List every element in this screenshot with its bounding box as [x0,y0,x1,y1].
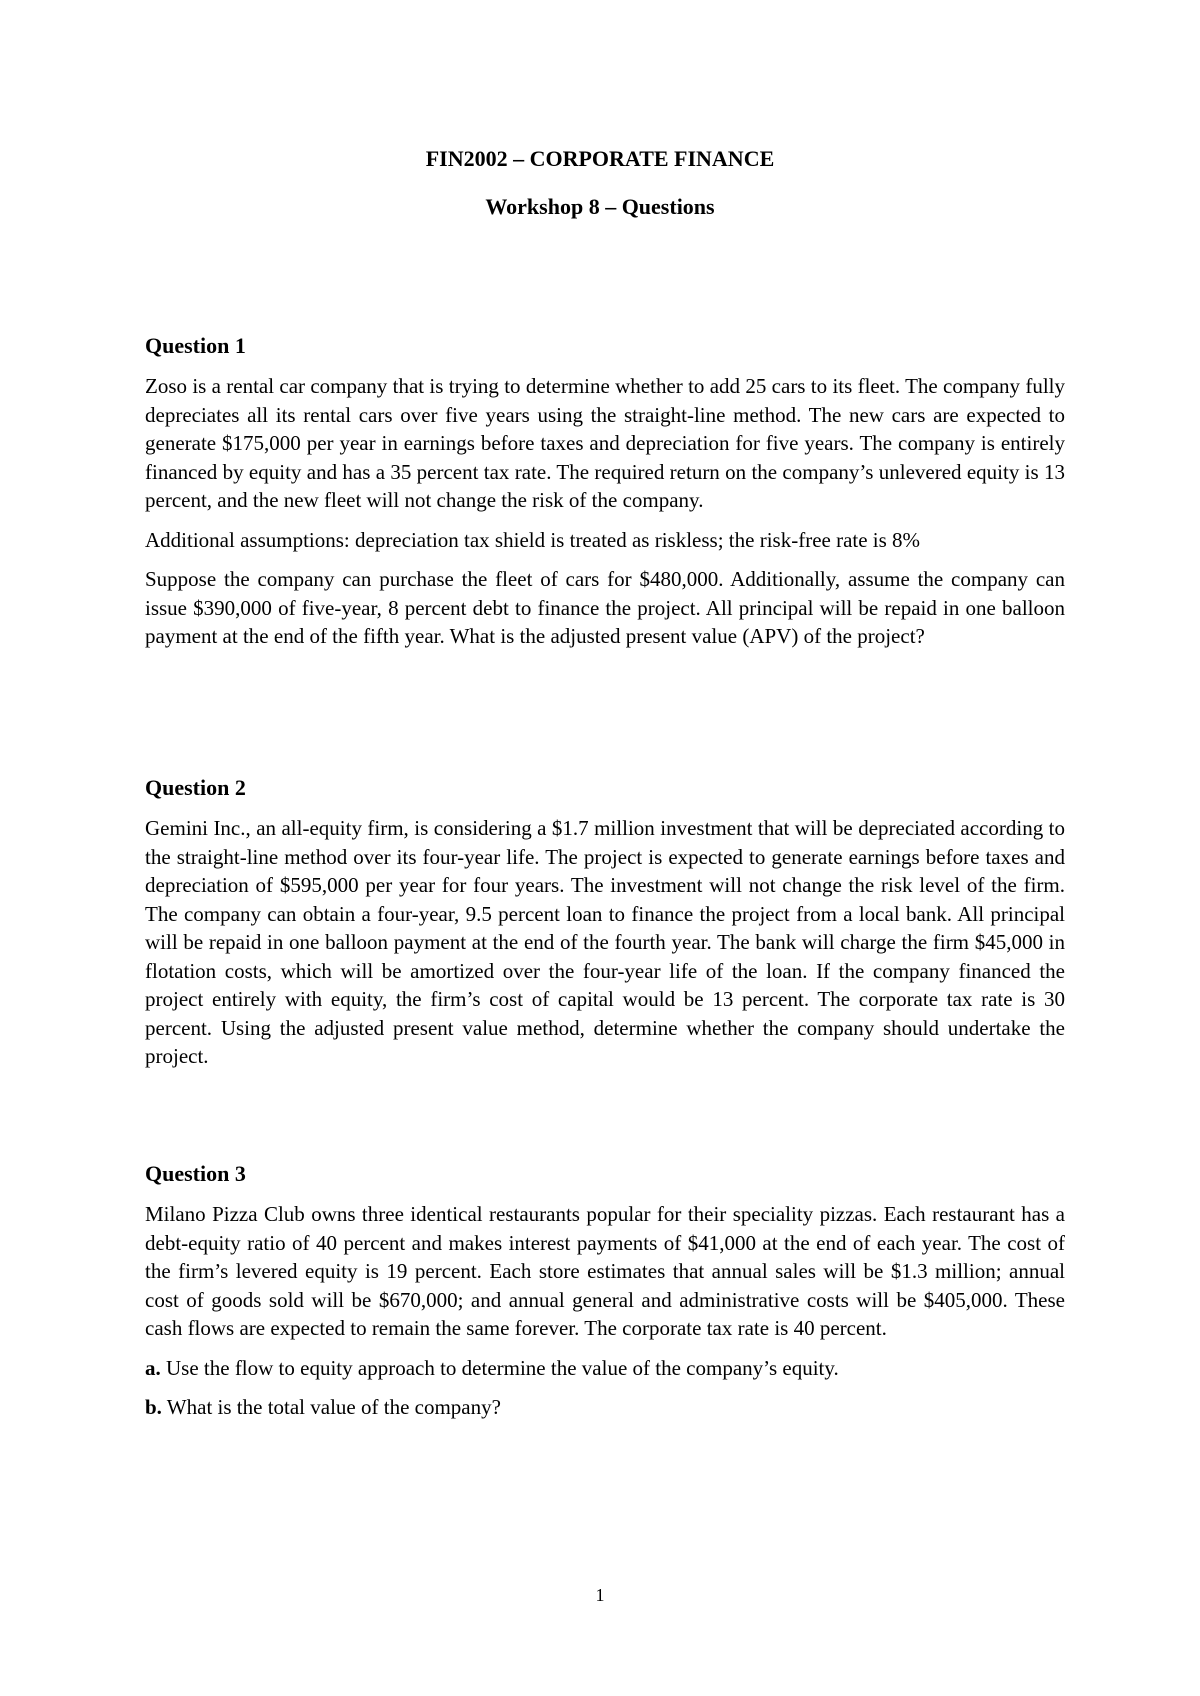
part-a-label: a. [145,1355,161,1380]
part-a-text: Use the flow to equity approach to determine the value of the company’s equity. [160,1355,839,1380]
question-1-paragraph-1: Zoso is a rental car company that is trying to determine whether to add 25 cars to its fleet. The company fully depreciates all its rental cars over five years using the straight-line method. The new cars are expected to generate $175,000 per year in earnings before taxes and depreciation for five years. The company is entirely financed by equity and has a 35 percent tax rate. The required return on the company’s unlevered equity is 13 percent, and the new fleet will not change the risk of the company. [145,374,1065,512]
question-3-paragraph-1: Milano Pizza Club owns three identical restaurants popular for their speciality pizzas. Each restaurant has a debt-equity ratio of 40 percent and makes interest payments of $41,000 at the end of each year. The cost of the firm’s levered equity is 19 percent. Each store estimates that annual sales will be $1.3 million; annual cost of goods sold will be $670,000; and annual general and administrative costs will be $405,000. These cash flows are expected to remain the same forever. The corporate tax rate is 40 percent. [145,1202,1065,1340]
question-1-paragraph-3: Suppose the company can purchase the fleet of cars for $480,000. Additionally, assume the company can issue $390,000 of five-year, 8 percent debt to finance the project. All principal will be repaid in one balloon payment at the end of the fifth year. What is the adjusted present value (APV) of the project? [145,567,1065,648]
workshop-title: Workshop 8 – Questions [485,194,715,219]
question-1-section [145,332,1065,662]
question-2-section [145,774,1065,1082]
question-1-paragraph-2: Additional assumptions: depreciation tax shield is treated as riskless; the risk-free rate is 8% [145,527,921,552]
question-3-section [145,1160,1065,1433]
question-1-heading: Question 1 [145,333,246,358]
page-number: 1 [595,1585,605,1605]
course-title: FIN2002 – CORPORATE FINANCE [425,146,775,171]
question-3-part-b [145,1393,1065,1422]
question-3-heading: Question 3 [145,1161,246,1186]
part-b-text: What is the total value of the company? [161,1395,501,1419]
question-3-part-a [145,1354,1065,1383]
question-2-paragraph-1: Gemini Inc., an all-equity firm, is considering a $1.7 million investment that will be depreciated according to the straight-line method over its four-year life. The project is expected to generate earnings before taxes and depreciation of $595,000 per year for four years. The investment will not change the risk level of the firm. The company can obtain a four-year, 9.5 percent loan to finance the project from a local bank. All principal will be repaid in one balloon payment at the end of the fourth year. The bank will charge the firm $45,000 in flotation costs, which will be amortized over the four-year life of the loan. If the company financed the project entirely with equity, the firm’s cost of capital would be 13 percent. The corporate tax rate is 30 percent. Using the adjusted present value method, determine whether the company should undertake the project. [145,816,1065,1068]
part-b-label: b. [145,1395,162,1419]
question-2-heading: Question 2 [145,775,246,800]
